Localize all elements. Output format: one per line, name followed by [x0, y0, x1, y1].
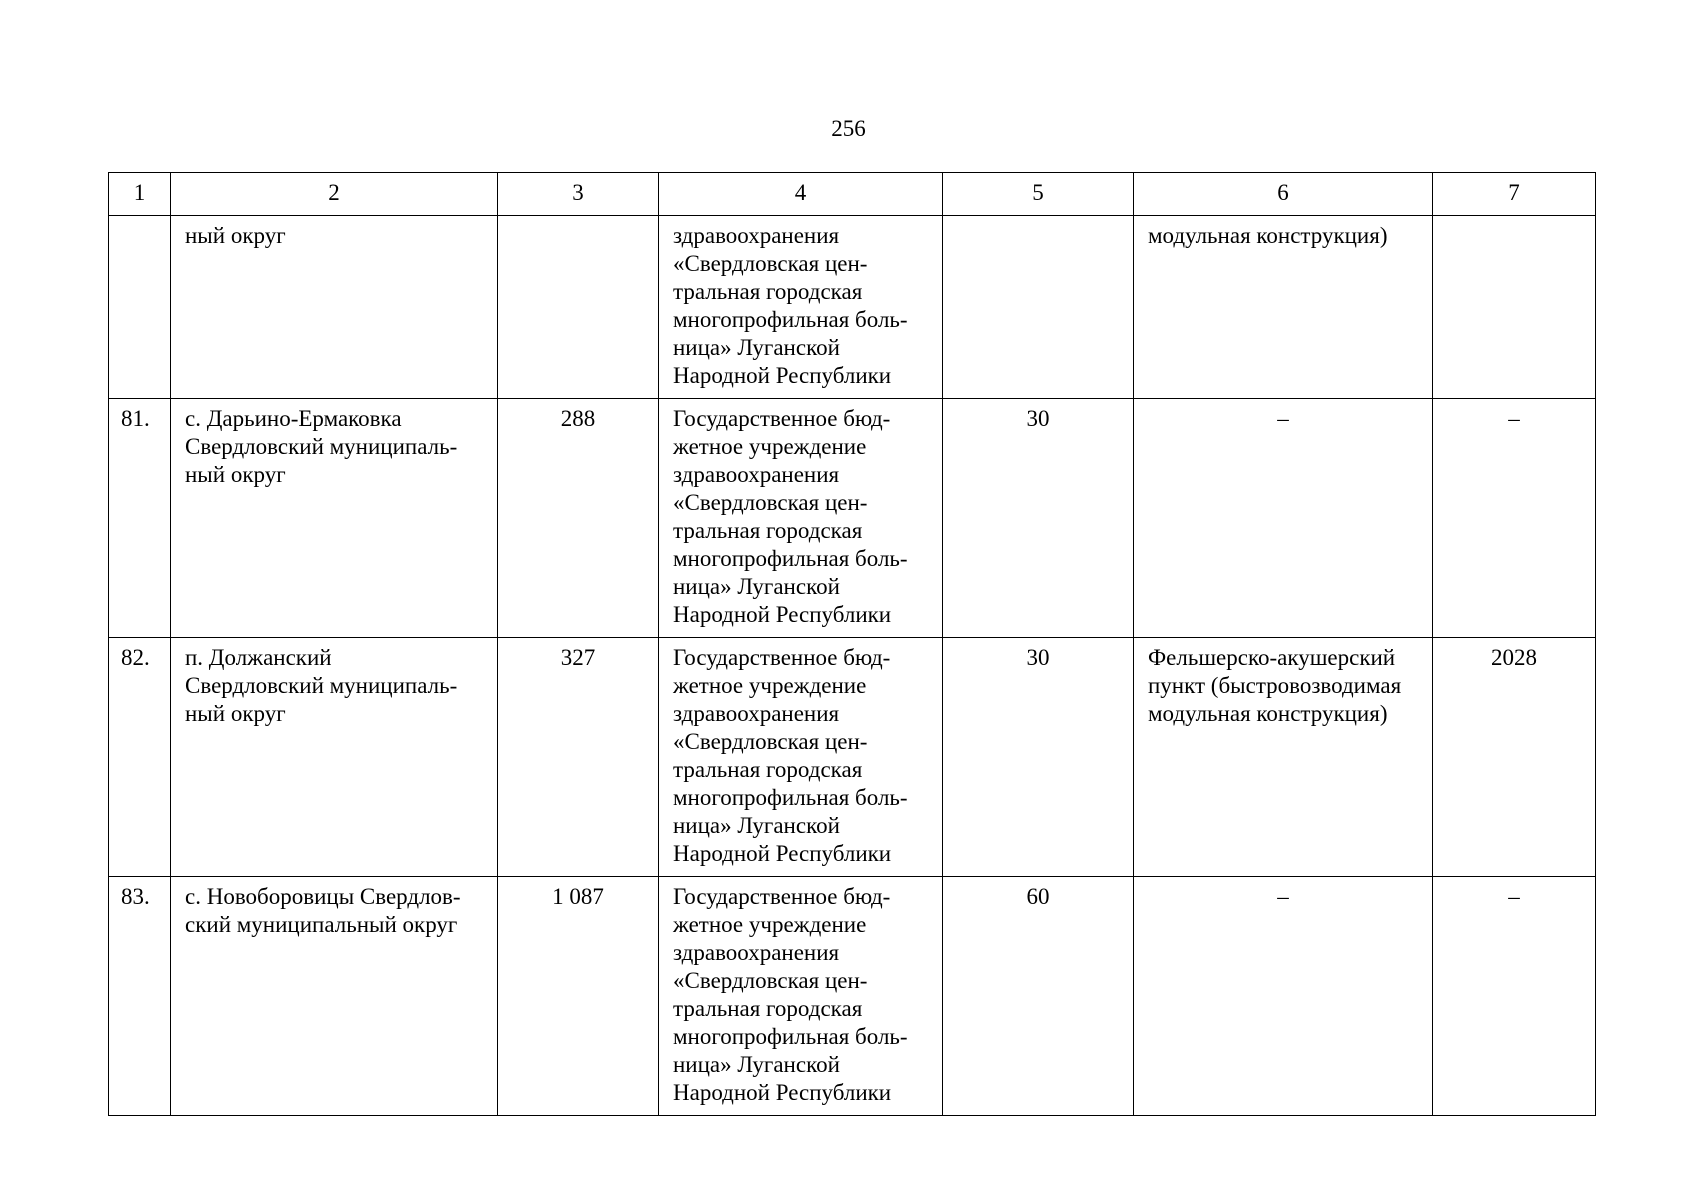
facility-cell	[1134, 877, 1433, 1116]
year-value: –	[1508, 406, 1520, 431]
year-cell	[1433, 877, 1596, 1116]
population-cell	[498, 638, 659, 877]
facility-text: модульная конструкция)	[1148, 223, 1388, 248]
locality-cell	[171, 638, 498, 877]
column-header: 2	[171, 173, 498, 216]
locality-text: ный округ	[185, 223, 286, 248]
facility-text: –	[1277, 406, 1289, 431]
row-number: 81.	[121, 406, 150, 431]
institution-cell	[659, 399, 943, 638]
table-header-row	[109, 173, 1596, 216]
distance-cell	[943, 216, 1134, 399]
facility-cell	[1134, 216, 1433, 399]
table-row	[109, 399, 1596, 638]
population-value: 288	[560, 406, 596, 431]
row-number-cell	[109, 399, 171, 638]
institution-text: Государственное бюд- жетное учреждение здравоохранения «Свердловская цен- тральная городская многопрофильная боль- ница» Луганской Народной Республики	[673, 645, 908, 866]
population-cell	[498, 399, 659, 638]
distance-cell	[943, 399, 1134, 638]
column-header: 6	[1134, 173, 1433, 216]
table-row	[109, 877, 1596, 1116]
year-cell	[1433, 638, 1596, 877]
row-number: 82.	[121, 645, 150, 670]
facility-cell	[1134, 399, 1433, 638]
column-header: 1	[109, 173, 171, 216]
facility-text: –	[1277, 884, 1289, 909]
institution-cell	[659, 877, 943, 1116]
column-header: 3	[498, 173, 659, 216]
population-value: 1 087	[552, 884, 604, 909]
institution-text: Государственное бюд- жетное учреждение здравоохранения «Свердловская цен- тральная городская многопрофильная боль- ница» Луганской Народной Республики	[673, 884, 908, 1105]
document-table	[108, 172, 1596, 1116]
table-row	[109, 638, 1596, 877]
population-cell	[498, 216, 659, 399]
locality-text: с. Дарьино-Ермаковка Свердловский муниципаль- ный округ	[185, 406, 458, 487]
column-header: 5	[943, 173, 1134, 216]
column-header: 7	[1433, 173, 1596, 216]
facility-cell	[1134, 638, 1433, 877]
population-value: 327	[560, 645, 596, 670]
distance-cell	[943, 638, 1134, 877]
row-number-cell	[109, 638, 171, 877]
row-number-cell	[109, 877, 171, 1116]
locality-cell	[171, 216, 498, 399]
year-value: 2028	[1491, 645, 1537, 670]
distance-cell	[943, 877, 1134, 1116]
distance-value: 30	[1026, 406, 1050, 431]
institution-text: здравоохранения «Свердловская цен- тральная городская многопрофильная боль- ница» Луганской Народной Республики	[673, 223, 908, 388]
locality-cell	[171, 877, 498, 1116]
row-number-cell	[109, 216, 171, 399]
institution-text: Государственное бюд- жетное учреждение здравоохранения «Свердловская цен- тральная городская многопрофильная боль- ница» Луганской Народной Республики	[673, 406, 908, 627]
column-header: 4	[659, 173, 943, 216]
distance-value: 30	[1026, 645, 1050, 670]
locality-text: с. Новоборовицы Свердлов- ский муниципальный округ	[185, 884, 461, 937]
institution-cell	[659, 216, 943, 399]
row-number: 83.	[121, 884, 150, 909]
year-cell	[1433, 216, 1596, 399]
year-cell	[1433, 399, 1596, 638]
page-number: 256	[831, 116, 866, 141]
facility-text: Фельшерско-акушерский пункт (быстровозводимая модульная конструкция)	[1148, 645, 1402, 726]
locality-cell	[171, 399, 498, 638]
locality-text: п. Должанский Свердловский муниципаль- ный округ	[185, 645, 458, 726]
year-value: –	[1508, 884, 1520, 909]
population-cell	[498, 877, 659, 1116]
institution-cell	[659, 638, 943, 877]
table-row	[109, 216, 1596, 399]
distance-value: 60	[1026, 884, 1050, 909]
